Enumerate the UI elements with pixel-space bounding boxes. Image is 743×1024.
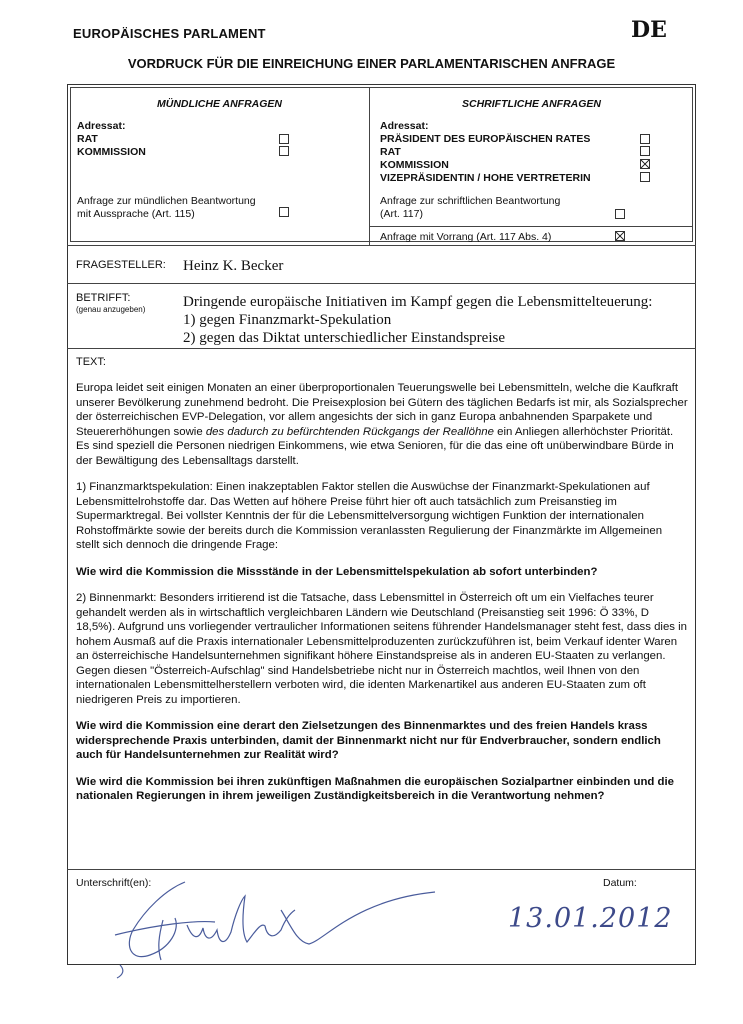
date-label: Datum:: [603, 877, 637, 889]
oral-addressee-label: Adressat:: [77, 120, 126, 132]
author-top-line: [67, 245, 696, 246]
oral-questions-title: MÜNDLICHE ANFRAGEN: [156, 98, 283, 110]
priority-checkbox[interactable]: [615, 231, 625, 241]
written-addressee-council: RAT: [380, 146, 401, 158]
text-label: TEXT:: [76, 356, 106, 368]
column-divider: [369, 87, 370, 245]
subject-sublabel: (genau anzugeben): [76, 305, 146, 314]
oral-option-line1: Anfrage zur mündlichen Beantwortung: [77, 195, 256, 207]
written-addressee-president: PRÄSIDENT DES EUROPÄISCHEN RATES: [380, 133, 591, 145]
form-title: VORDRUCK FÜR DIE EINREICHUNG EINER PARLAMENTARISCHEN ANFRAGE: [127, 56, 616, 71]
oral-debate-checkbox[interactable]: [279, 207, 289, 217]
oral-council-checkbox[interactable]: [279, 134, 289, 144]
question-social-partners: Wie wird die Kommission bei ihren zukünftigen Maßnahmen die europäischen Sozialpartner einbinden und die nationalen Regierungen in ihrem jeweiligen Zuständigkeitsbereich in die Verantwortung nehmen?: [76, 775, 674, 802]
priority-divider: [369, 226, 693, 227]
written-vice-president-checkbox[interactable]: [640, 172, 650, 182]
subject-top-line: [67, 283, 696, 284]
oral-commission-checkbox[interactable]: [279, 146, 289, 156]
subject-line-2: 1) gegen Finanzmarkt-Spekulation: [183, 312, 392, 328]
written-addressee-label: Adressat:: [380, 120, 429, 132]
written-addressee-vice-president: VIZEPRÄSIDENTIN / HOHE VERTRETERIN: [380, 172, 591, 184]
institution-name: EUROPÄISCHES PARLAMENT: [73, 26, 266, 41]
author-name: Heinz K. Becker: [183, 258, 284, 274]
question-text-body: [76, 381, 688, 816]
intro-end: ein Anliegen allerhöchster Priorität. Es sind speziell die Personen niedrigen Einkommens, wie etwa Senioren, für die das eine oft unüberwindbare Bürde in der Bewältigung des Lebensalltags darstellt.: [76, 425, 674, 467]
signature-scribble: [95, 870, 465, 980]
oral-option-line2: mit Aussprache (Art. 115): [77, 208, 195, 220]
written-addressee-commission: KOMMISSION: [380, 159, 449, 171]
written-questions-title: SCHRIFTLICHE ANFRAGEN: [461, 98, 602, 110]
intro-start: Europa leidet seit einigen Monaten an einer überproportionalen Teuerungswelle bei Lebensmitteln, welche die Kaufkraft unserer Bevölkerung zunehmend bedroht. Die Preisexplosion bei Gütern des täglichen Bedarfs ist mir, als Sozialsprecher der österreichischen EVP-Delegation, vor allem angesichts der sich in ganz Europa anbahnenden Sparpakete und Steuererhöhungen sowie: [76, 382, 688, 438]
text-top-line: [67, 348, 696, 349]
subject-line-3: 2) gegen das Diktat unterschiedlicher Einstandspreise: [183, 330, 505, 346]
written-president-checkbox[interactable]: [640, 134, 650, 144]
date-value: 13.01.2012: [508, 903, 673, 934]
subject-line-1: Dringende europäische Initiativen im Kampf gegen die Lebensmittelteuerung:: [183, 294, 653, 310]
language-code: DE: [631, 17, 667, 43]
oral-addressee-commission: KOMMISSION: [77, 146, 146, 158]
question-speculation: Wie wird die Kommission die Missstände in der Lebensmittelspekulation ab sofort unterbinden?: [76, 565, 598, 578]
priority-label: Anfrage mit Vorrang (Art. 117 Abs. 4): [380, 231, 552, 243]
written-option-line1: Anfrage zur schriftlichen Beantwortung: [380, 195, 561, 207]
subject-label: BETRIFFT:: [76, 292, 131, 304]
internal-market-paragraph: 2) Binnenmarkt: Besonders irritierend ist die Tatsache, dass Lebensmittel in Österreich oft um ein Vielfaches teurer gehandelt werden als in wirtschaftlich vergleichbaren Ländern wie Deutschland (Preisanstieg seit 1996: Ö 33%, D 18,5%). Aufgrund uns vorliegender vertraulicher Informationen seitens führender Handelsmanager steht fest, dass dies in hohem Ausmaß auf die Praxis internationaler Lebensmittelproduzenten zurückzuführen ist, beim Verkauf identer Waren an österreichische Handelsunternehmen signifikant höhere Einstandspreise als in anderen EU-Staaten zu verlangen. Gegen diesen "Österreich-Aufschlag" sind Handelsbetriebe nicht nur in Österreich machtlos, weil Ihnen von den internationalen Lebensmittelherstellern verboten wird, die identen Markenartikel aus anderen EU-Staaten zum oft niedrigeren Preis zu importieren.: [76, 592, 688, 706]
author-label: FRAGESTELLER:: [76, 259, 166, 271]
written-council-checkbox[interactable]: [640, 146, 650, 156]
question-internal-market: Wie wird die Kommission eine derart den Zielsetzungen des Binnenmarktes und des freien Handels krass widersprechende Praxis unterbinden, damit der Binnenmarkt nicht nur für Endverbraucher, sondern endlich auch für Handelsunternehmen zur Realität wird?: [76, 720, 661, 761]
written-answer-checkbox[interactable]: [615, 209, 625, 219]
written-option-line2: (Art. 117): [380, 208, 423, 220]
intro-paragraph: [76, 381, 688, 468]
intro-italic: des dadurch zu befürchtenden Rückgangs der Reallöhne: [205, 425, 494, 438]
signature-label: Unterschrift(en):: [76, 877, 152, 889]
speculation-paragraph: 1) Finanzmarktspekulation: Einen inakzeptablen Faktor stellen die Auswüchse der Finanzmarkt-Spekulationen auf Lebensmittelrohstoffe dar. Das Wetten auf höhere Preise führt hier oft auch tatsächlich zum Preisanstieg im Supermarktregal. Bei vollster Kenntnis der für die Lebensmittelversorgung wichtigen Funktion der internationalen Rohstoffmärkte sowie der bereits durch die Kommission veranlassten Regulierung der Finanzmärkte im Allgemeinen stellt sich dennoch die dringende Frage:: [76, 481, 663, 551]
oral-addressee-council: RAT: [77, 133, 98, 145]
written-commission-checkbox[interactable]: [640, 159, 650, 169]
